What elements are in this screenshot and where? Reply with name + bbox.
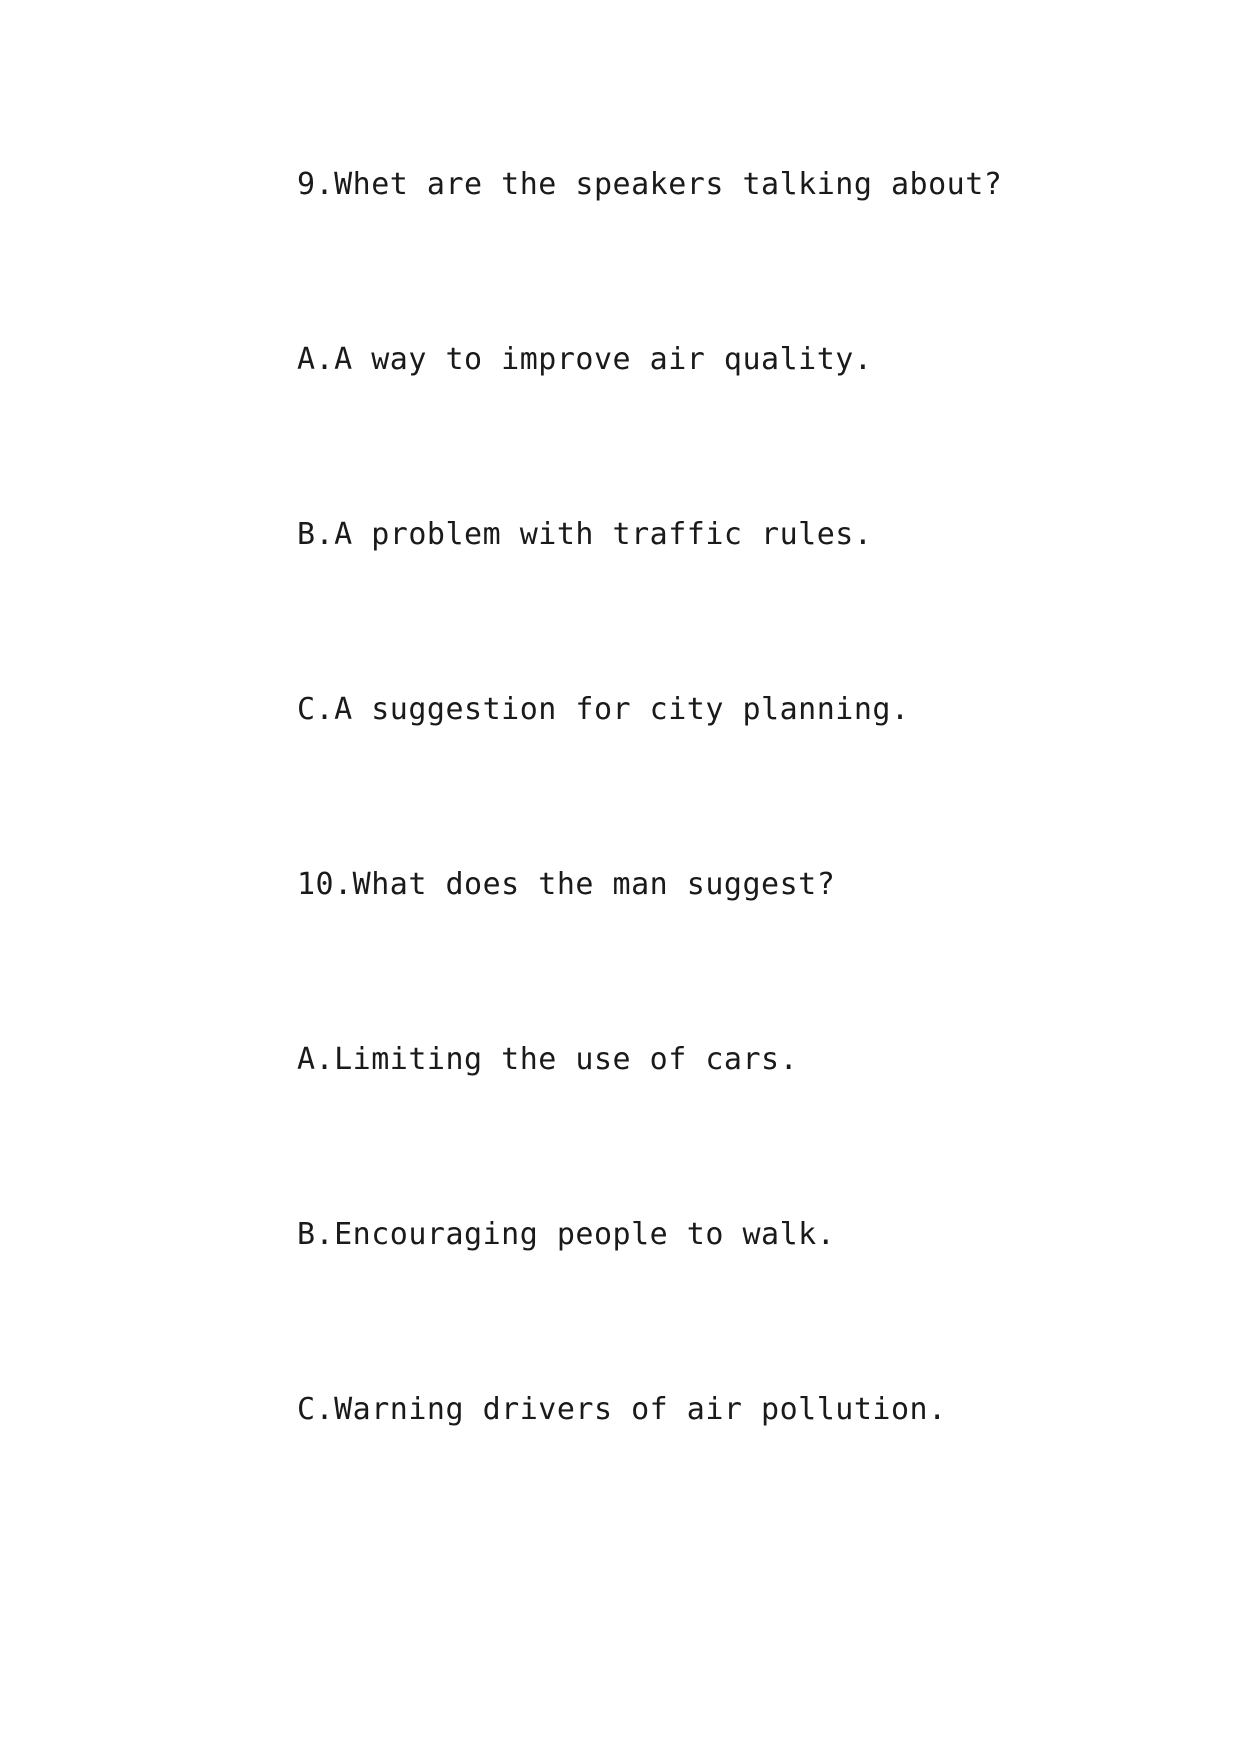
question-9-option-c: C.A suggestion for city planning. [297, 692, 910, 727]
question-10-option-c: C.Warning drivers of air pollution. [297, 1392, 947, 1427]
question-10-option-b: B.Encouraging people to walk. [297, 1217, 836, 1252]
question-10-prompt: 10.What does the man suggest? [297, 867, 836, 902]
question-9-option-b: B.A problem with traffic rules. [297, 517, 873, 552]
question-10-option-a: A.Limiting the use of cars. [297, 1042, 799, 1077]
question-9-option-a: A.A way to improve air quality. [297, 342, 873, 377]
question-9-prompt: 9.Whet are the speakers talking about? [297, 167, 1003, 202]
